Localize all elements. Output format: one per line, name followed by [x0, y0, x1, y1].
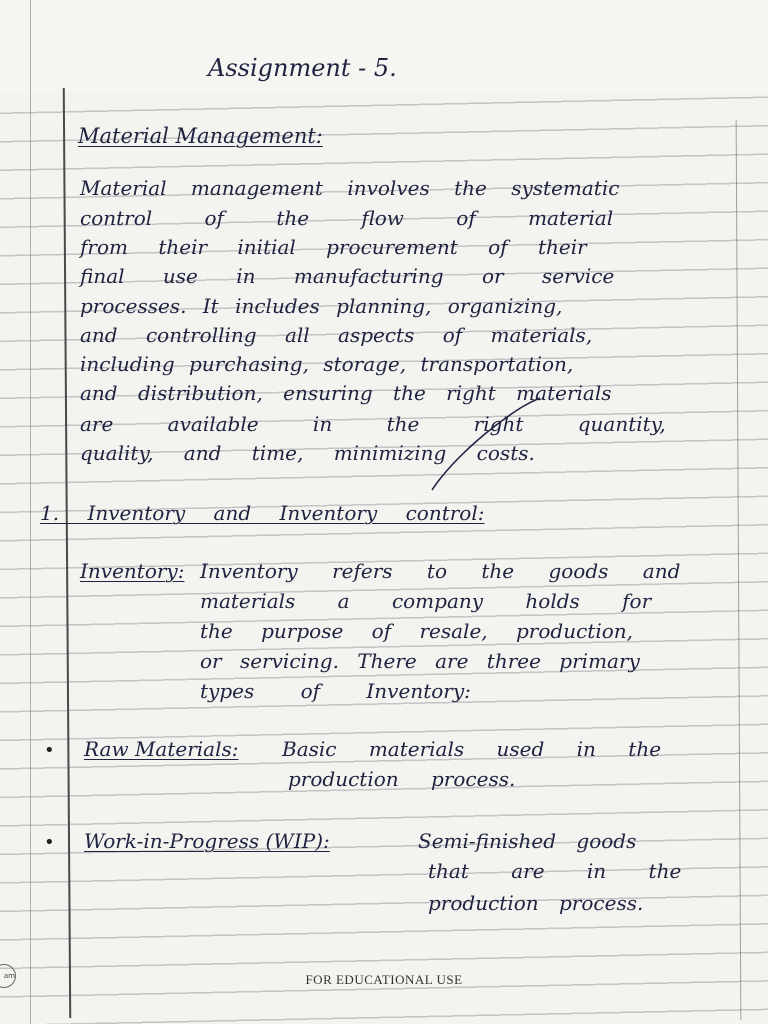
- bullet-line: Basic materials used in the: [282, 737, 662, 761]
- intro-line: quality, and time, minimizing costs.: [80, 441, 535, 465]
- inventory-line: materials a company holds for: [200, 589, 652, 613]
- intro-line: Material management involves the systematic: [80, 176, 620, 200]
- bullet-term: Work-in-Progress (WIP):: [84, 829, 330, 853]
- bullet-term: Raw Materials:: [84, 737, 239, 761]
- bullet-line: Semi-finished goods: [418, 829, 637, 853]
- intro-line: control of the flow of material: [80, 206, 614, 230]
- bullet-dot: •: [44, 740, 55, 761]
- intro-line: and distribution, ensuring the right materials: [80, 381, 612, 405]
- bullet-line: production process.: [288, 767, 516, 791]
- margin-line: [63, 88, 71, 1018]
- inventory-line: types of Inventory:: [200, 679, 471, 703]
- margin-line-outer: [30, 0, 31, 1024]
- bullet-line: production process.: [428, 891, 644, 915]
- inventory-line: or servicing. There are three primary: [200, 649, 640, 673]
- section-title: Material Management:: [78, 124, 323, 148]
- intro-line: including purchasing, storage, transportation,: [80, 352, 574, 376]
- margin-line-right: [736, 120, 742, 1020]
- subsection-title: 1. Inventory and Inventory control:: [40, 501, 485, 525]
- inventory-line: the purpose of resale, production,: [200, 619, 633, 643]
- inventory-line: Inventory refers to the goods and: [200, 559, 681, 583]
- publisher-logo: am: [0, 964, 16, 988]
- intro-line: and controlling all aspects of materials,: [80, 323, 593, 347]
- intro-line: from their initial procurement of their: [80, 235, 587, 259]
- page-footer: FOR EDUCATIONAL USE: [305, 972, 463, 987]
- assignment-heading: Assignment - 5.: [208, 54, 397, 82]
- bullet-line: that are in the: [428, 859, 682, 883]
- inventory-term: Inventory:: [80, 559, 185, 583]
- bullet-dot: •: [44, 832, 55, 853]
- intro-line: are available in the right quantity,: [80, 412, 666, 436]
- intro-line: processes. It includes planning, organizing,: [80, 294, 563, 318]
- intro-line: final use in manufacturing or service: [80, 264, 615, 288]
